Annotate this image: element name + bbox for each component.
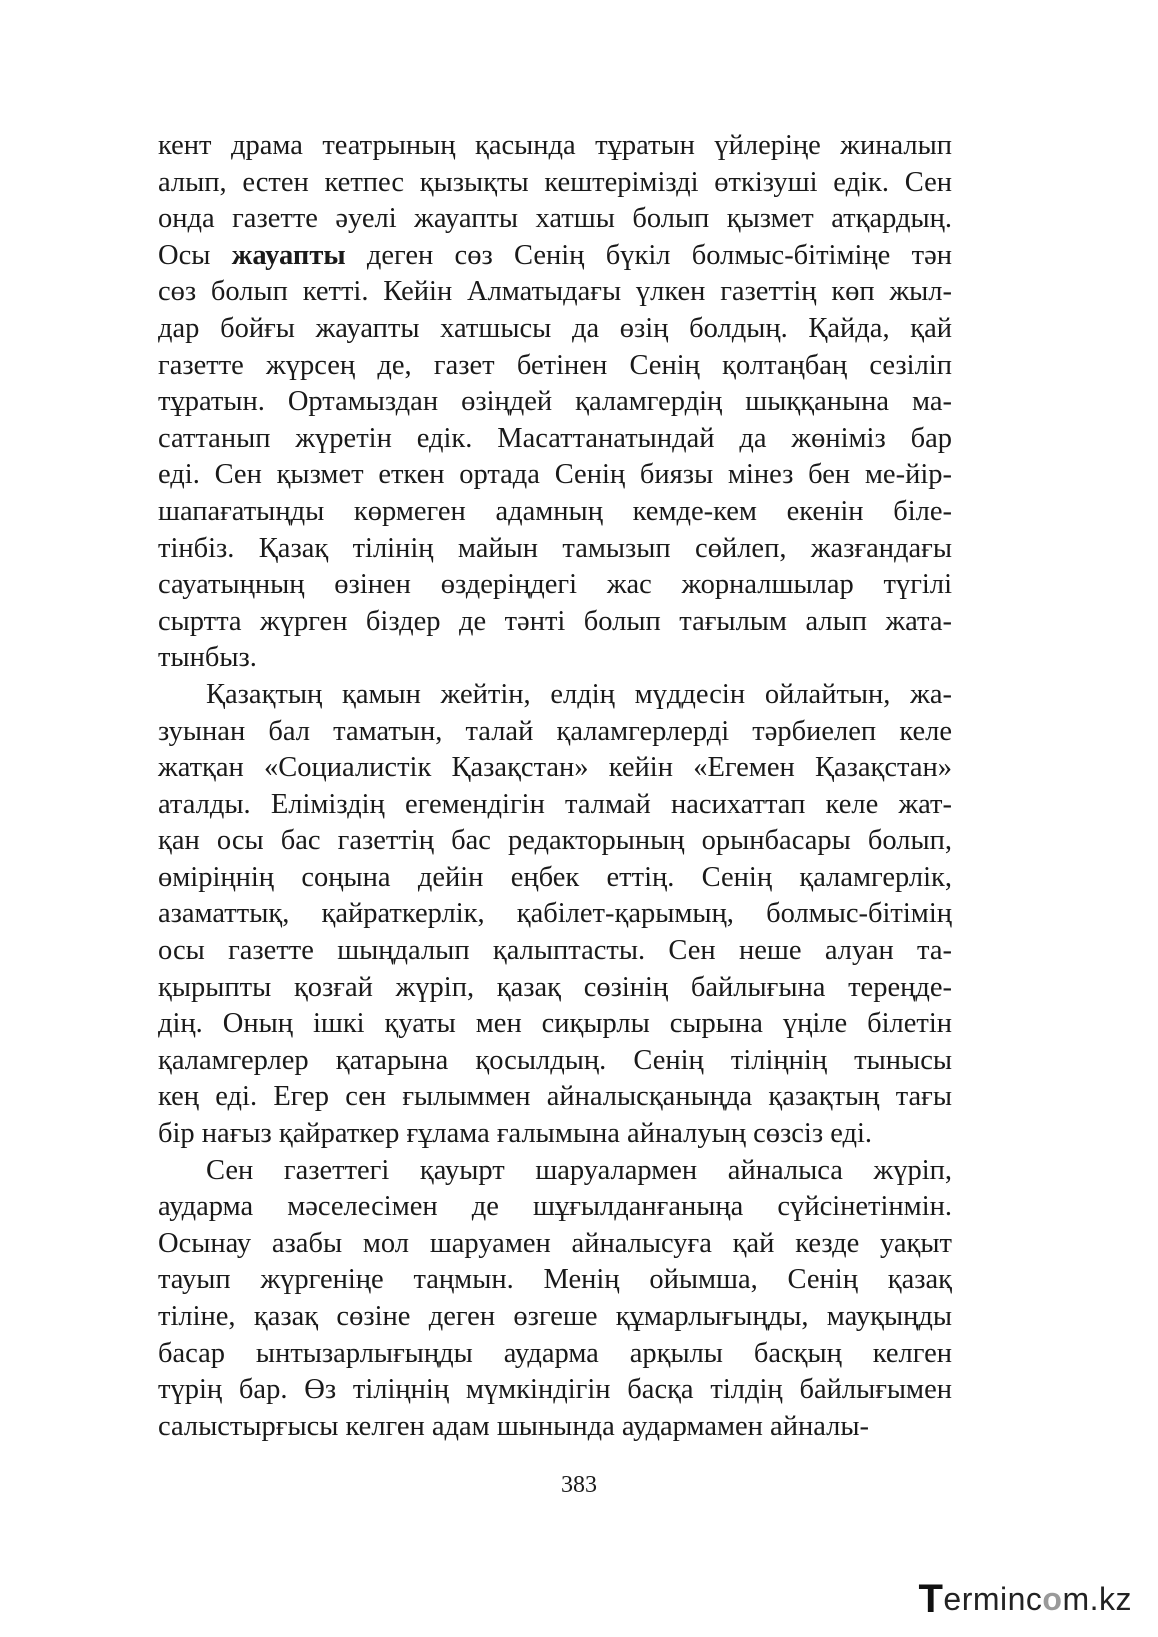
text-line: кең еді. Егер сен ғылыммен айналысқаныңда қазақтың тағы	[158, 1081, 952, 1113]
text-line: аталды. Еліміздің егемендігін талмай насихаттап келе жат-	[158, 788, 952, 820]
text-line: зуынан бал таматын, талай қаламгерлерді тәрбиелеп келе	[158, 715, 952, 747]
text-line	[158, 238, 952, 275]
text-line: шапағатыңды көрмеген адамның кемде-кем екенін біле-	[158, 495, 952, 527]
text-line: қаламгерлер қатарына қосылдың. Сенің тіліңнің тынысы	[158, 1044, 952, 1076]
text-line: тіліне, қазақ сөзіне деген өзгеше құмарлығыңды, мауқыңды	[158, 1301, 952, 1332]
text-line: азаматтық, қайраткерлік, қабілет-қарымың, болмыс-бітімің	[158, 898, 952, 930]
text-line: кент драма театрының қасында тұратын үйлеріңе жиналып	[158, 130, 952, 161]
text-line: Осынау азабы мол шаруамен айналысуға қай кезде уақыт	[158, 1227, 952, 1259]
watermark-text-b: m.kz	[1062, 1581, 1132, 1617]
text-line: қан осы бас газеттің бас редакторының орынбасары болып,	[158, 825, 952, 857]
text-line: онда газетте әуелі жауапты хатшы болып қызмет атқардың.	[158, 203, 952, 235]
watermark-o: o	[1042, 1581, 1063, 1617]
text-line: бір нағыз қайраткер ғұлама ғалымына айналуың сөзсіз еді.	[158, 1118, 873, 1150]
text-line: тауып жүргеніңе таңмын. Менің ойымша, Сенің қазақ	[158, 1264, 952, 1296]
bold-term: жауапты	[231, 239, 346, 271]
text-line: салыстырғысы келген адам шынында аудармамен айналы-	[158, 1410, 869, 1442]
termincom-watermark-logo	[918, 1569, 1132, 1619]
text-line: қырыпты қозғай жүріп, қазақ сөзінің байлығына тереңде-	[158, 971, 952, 1003]
text-line: дің. Оның ішкі қуаты мен сиқырлы сырына үңіле білетін	[158, 1008, 952, 1040]
text-line: түрің бар. Өз тіліңнің мүмкіндігін басқа тілдің байлығымен	[158, 1374, 952, 1406]
text-line: сөз болып кетті. Кейін Алматыдағы үлкен газеттің көп жыл-	[158, 276, 952, 308]
text-line: сауатыңның өзінен өздеріңдегі жас жорналшылар түгілі	[158, 569, 952, 601]
text-segment: Осы	[158, 239, 232, 271]
text-line: алып, естен кетпес қызықты кештерімізді өткізуші едік. Сен	[158, 166, 952, 198]
page-body	[158, 128, 952, 1445]
watermark-t: T	[918, 1577, 944, 1621]
text-line: басар ынтызарлығыңды аударма арқылы басқың келген	[158, 1337, 952, 1369]
text-line: сыртта жүрген біздер де тәнті болып тағылым алып жата-	[158, 605, 952, 637]
text-line: дар бойғы жауапты хатшысы да өзің болдың. Қайда, қай	[158, 312, 952, 344]
text-line: осы газетте шыңдалып қалыптасты. Сен неше алуан та-	[158, 935, 952, 967]
text-line: Қазақтың қамын жейтін, елдің мүддесін ойлайтын, жа-	[206, 678, 952, 710]
text-line: өміріңнің соңына дейін еңбек еттің. Сенің қаламгерлік,	[158, 861, 952, 893]
text-line: газетте жүрсең де, газет бетінен Сенің қолтаңбаң сезіліп	[158, 349, 952, 381]
text-line: аударма мәселесімен де шұғылданғаныңа сүйсінетінмін.	[158, 1191, 952, 1223]
text-line: тұратын. Ортамыздан өзіңдей қаламгердің шыққанына ма-	[158, 386, 952, 418]
text-line: еді. Сен қызмет еткен ортада Сенің биязы мінез бен ме-йір-	[158, 459, 952, 491]
text-line: жатқан «Социалистік Қазақстан» кейін «Егемен Қазақстан»	[158, 752, 952, 784]
text-segment: деген сөз Сенің бүкіл болмыс-бітіміңе тән	[345, 239, 952, 271]
text-line: тынбыз.	[158, 642, 257, 674]
text-line: Сен газеттегі қауырт шаруалармен айналыса жүріп,	[206, 1154, 952, 1186]
watermark-text-a: erminc	[943, 1581, 1043, 1617]
text-line: тінбіз. Қазақ тілінің майын тамызып сөйлеп, жазғандағы	[158, 532, 952, 564]
page-number: 383	[561, 1472, 597, 1498]
text-line: саттанып жүретін едік. Масаттанатындай да жөніміз бар	[158, 422, 952, 454]
